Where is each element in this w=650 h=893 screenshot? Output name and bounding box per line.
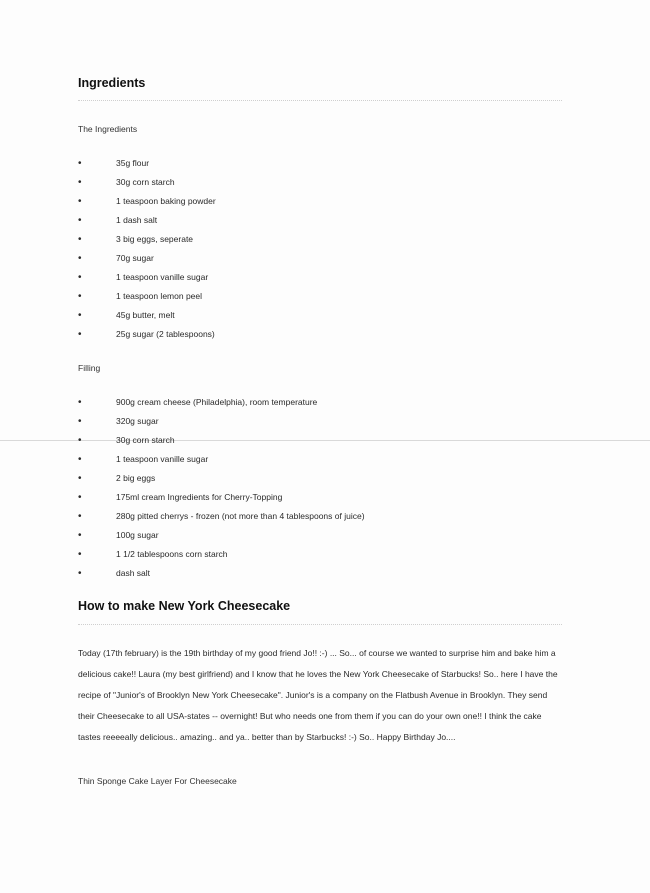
filling-list	[78, 397, 558, 587]
ingredients-heading: Ingredients	[78, 76, 146, 90]
bullet-icon: •	[78, 530, 82, 541]
list-item	[78, 310, 558, 329]
list-item-text: 900g cream cheese (Philadelphia), room temperature	[116, 397, 318, 407]
bullet-icon: •	[78, 272, 82, 283]
list-item	[78, 435, 558, 454]
sponge-layer-title: Thin Sponge Cake Layer For Cheesecake	[78, 776, 237, 786]
list-item	[78, 397, 558, 416]
howto-divider	[78, 624, 562, 625]
list-item-text: 2 big eggs	[116, 473, 156, 483]
bullet-icon: •	[78, 397, 82, 408]
list-item-text: 1 teaspoon vanille sugar	[116, 272, 209, 282]
list-item	[78, 549, 558, 568]
list-item	[78, 177, 558, 196]
ingredients-list	[78, 158, 558, 348]
bullet-icon: •	[78, 253, 82, 264]
list-item	[78, 530, 558, 549]
list-item-text: 30g corn starch	[116, 435, 175, 445]
bullet-icon: •	[78, 549, 82, 560]
bullet-icon: •	[78, 473, 82, 484]
list-item	[78, 511, 558, 530]
list-item-text: 3 big eggs, seperate	[116, 234, 194, 244]
list-item-text: 1 teaspoon lemon peel	[116, 291, 203, 301]
ingredients-subheading: The Ingredients	[78, 124, 138, 134]
list-item-text: 320g sugar	[116, 416, 159, 426]
bullet-icon: •	[78, 416, 82, 427]
bullet-icon: •	[78, 196, 82, 207]
bullet-icon: •	[78, 511, 82, 522]
bullet-icon: •	[78, 310, 82, 321]
list-item-text: 280g pitted cherrys - frozen (not more than 4 tablespoons of juice)	[116, 511, 365, 521]
list-item	[78, 215, 558, 234]
list-item-text: 45g butter, melt	[116, 310, 175, 320]
list-item-text: 25g sugar (2 tablespoons)	[116, 329, 215, 339]
list-item	[78, 329, 558, 348]
list-item	[78, 492, 558, 511]
list-item-text: 30g corn starch	[116, 177, 175, 187]
bullet-icon: •	[78, 158, 82, 169]
list-item	[78, 196, 558, 215]
list-item-text: 1 1/2 tablespoons corn starch	[116, 549, 228, 559]
list-item-text: 100g sugar	[116, 530, 159, 540]
bullet-icon: •	[78, 177, 82, 188]
bullet-icon: •	[78, 291, 82, 302]
list-item-text: 1 dash salt	[116, 215, 158, 225]
list-item-text: 35g flour	[116, 158, 150, 168]
bullet-icon: •	[78, 435, 82, 446]
list-item	[78, 272, 558, 291]
filling-subheading: Filling	[78, 363, 101, 373]
list-item-text: 1 teaspoon vanille sugar	[116, 454, 209, 464]
list-item-text: 1 teaspoon baking powder	[116, 196, 216, 206]
list-item	[78, 568, 558, 587]
bullet-icon: •	[78, 568, 82, 579]
list-item	[78, 416, 558, 435]
bullet-icon: •	[78, 492, 82, 503]
bullet-icon: •	[78, 234, 82, 245]
list-item	[78, 473, 558, 492]
list-item	[78, 158, 558, 177]
list-item	[78, 234, 558, 253]
ingredients-divider	[78, 100, 562, 101]
list-item	[78, 253, 558, 272]
list-item	[78, 454, 558, 473]
howto-heading: How to make New York Cheesecake	[78, 599, 291, 613]
list-item-text: 70g sugar	[116, 253, 154, 263]
intro-paragraph: Today (17th february) is the 19th birthday of my good friend Jo!! :-) ... So... of course we wanted to surprise him and bake him a delicious cake!! Laura (my best girlfriend) and I know that he loves the New York Cheesecake of Starbucks! So.. here I have the recipe of "Junior's of Brooklyn New York Cheesecake". Junior's is a company on the Flatbush Avenue in Brooklyn. They send their Cheesecake to all USA-states -- overnight! But who needs one from them if you can do your own one!! I think the cake tastes reeeeally delicious.. amazing.. and ya.. better than by Starbucks! :-) So.. Happy Birthday Jo....	[78, 648, 558, 742]
list-item-text: 175ml cream Ingredients for Cherry-Topping	[116, 492, 283, 502]
list-item	[78, 291, 558, 310]
list-item-text: dash salt	[116, 568, 151, 578]
bullet-icon: •	[78, 329, 82, 340]
bullet-icon: •	[78, 215, 82, 226]
bullet-icon: •	[78, 454, 82, 465]
